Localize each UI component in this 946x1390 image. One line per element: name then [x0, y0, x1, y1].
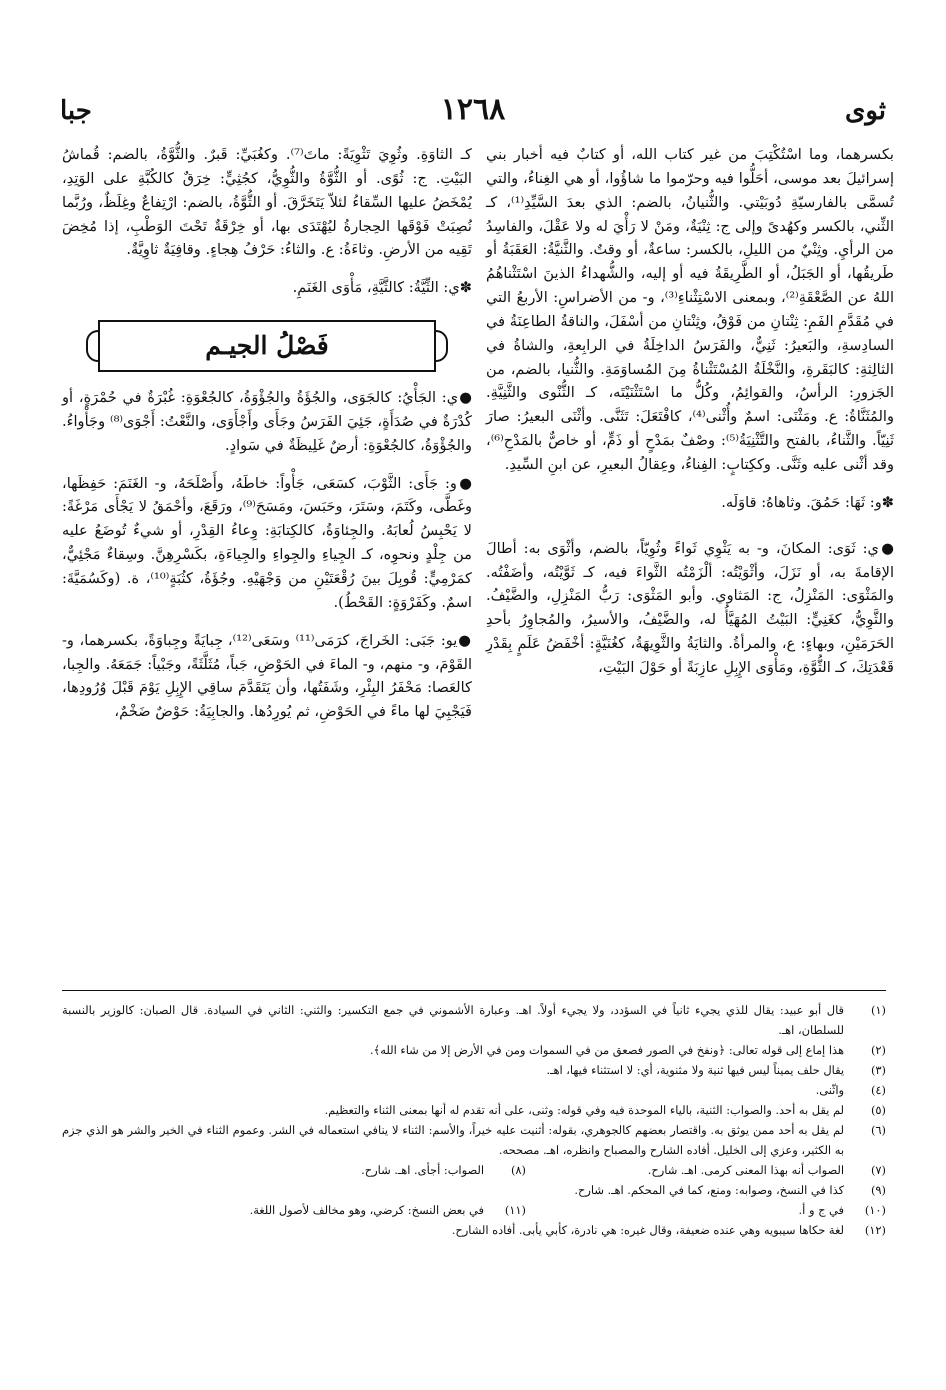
entry-thaha: ✽و: ثَهَا: حَمُقَ. وثاهاهُ: قاوَلَه.	[721, 493, 894, 511]
footnote	[526, 1200, 886, 1220]
footnotes	[62, 1000, 886, 1240]
footnote-number: (٨)	[510, 1163, 526, 1177]
footnote-text: لغة حكاها سيبويه وهي عنده ضعيفة، وقال غيره: هي نادرة، كأبي يأبى. أفاده الشارح.	[451, 1223, 844, 1237]
entry-jay: ●ي: الجَأْيُ: كالجَوَى، والجُؤَةُ والجُؤْوَةُ، كالجُعْوَةِ: غُبْرَةٌ في حُمْرَةٍ، أو كُدْرَةٌ في صُدَأَةٍ، جَئِيَ الفَرَسُ وجَأَى وأَجْأَوَى، والنَّعْتُ: أَجْوَى⁽⁸⁾ وجَأْواءُ. والجُؤْوَةُ، كالجُعْوَةِ: أرضٌ غَلِيظَةٌ في سَوادٍ.	[62, 389, 473, 454]
footnote-row	[62, 1200, 886, 1220]
footnote-text: واثّنى.	[815, 1083, 844, 1097]
footnote-text: كذا في النسخ، وصوابه: ومنع، كما في المحكم. اهـ. شارح.	[574, 1183, 844, 1197]
footnote-number: (٩)	[870, 1183, 886, 1197]
entry-thawa: ●ي: ثَوَى: المكانَ، و- به يَثْوِي ثَواءً وثُوِيّاً، بالضم، وأثْوَى به: أطالَ الإقامةَ به، أو نَزَلَ، وأثْوَيْتُه: ألْزَمْتُه الثَّواءَ فيه، كـ ثَوَّيْتُه، وأضَفْتُه. والمَثْوَى: المَنْزِلُ، ج: المَثاوي. وأبو المَثْوَى: رَبُّ المَنْزِلِ، والضَّيْفُ. والثَّوِيُّ، كغَنِيٍّ: البَيْتُ المُهَيَّأُ له، والضَّيْفُ، والأسيرُ، والمُجاوِرُ بأحدِ الحَرَمَيْنِ، وبهاءٍ: ع، والمرأةُ. والثايَةُ والثَّوِيهَةُ، كغُنَيَّةٍ: أخْفَضُ عَلَمٍ بِقَدْرِ قَعْدَتِكَ، كـ الثُّوَّةِ، ومَأْوَى الإِبِلِ عازِبَةً أو حَوْلَ البَيْتِ،	[486, 539, 894, 676]
footnote-number: (٢)	[870, 1043, 886, 1057]
footnote-number: (١١)	[504, 1203, 526, 1217]
footnote-number: (٦)	[870, 1123, 886, 1137]
footnote-text: لم يقل به أحد. والصواب: الثنية، بالياء الموحدة فيه وفي قوله: وثنى، على أنه تقدم له أنها بمعنى الثناء والتعظيم.	[324, 1103, 844, 1117]
footnote	[361, 1160, 526, 1180]
entry-thana-continued: بكسرهما، وما اسْتُكْتِبَ من غير كتاب الله، أو كتابٌ فيه أخبار بني إسرائيلَ بعد موسى، أحَلُّوا فيه وحرّموا ما شاؤُوا، أو هي الغِناءُ، والتي تُسمَّى بالفارسيّةِ دُوبَيْتي. والثُّنيانُ، بالضم: الذي بعدَ السَّيِّدِ⁽¹⁾، كـ الثِّني، بالكسر وكهُدىً وإلى ج: ثِنْيَةٌ، ومَنْ لا رَأْيَ له ولا عَقْلَ، والفاسِدُ من الرأيِ. وثِنْيٌ من الليلِ، بالكسر: ساعةٌ، أو وقتٌ. والثَّنيَّةُ: العَقَبَةُ أو طَريقُها، أو الجَبَلُ، أو الطَّرِيقَةُ فيه أو إليه، والشُّهداءُ الذينَ اسْتَثْناهُمُ اللهُ عن الصَّعْقَةِ⁽²⁾، وبمعنى الاسْتِثْناءِ⁽³⁾، و- من الأضراسِ: الأربعُ التي في مُقَدَّمِ الفَمِ: ثِنْتانِ من فَوْقُ، وثِنْتانِ من أسْفَلَ، والناقةُ الطاعِنَةُ في السادِسةِ، والبَعيرُ: ثَنِيٌّ، والفَرَسُ الداخِلَةُ في الرابِعةِ، والشاةُ في الثالِثةِ: كالبَقَرةِ، والنَّخْلَةُ المُسْتَثْناةُ مِنَ المُساوَمَةِ. والثُّنيا، بالضم، من الجَزورِ: الرأسُ، والقوائِمُ، وكُلُّ ما اسْتَثْنَيْتَه، كـ الثُّنْوى والثَّنِيَّةِ. والمُثَنَّاةُ: ع. ومَثْنَى: اسمٌ وأُثْنى⁽⁴⁾، كافْتَعَلَ: تَثَنَّى. وأثْنَى البعيرُ: صارَ ثَنِيّاً. والثَّناءُ، بالفتح والتَّثْنِيَةُ⁽⁵⁾: وصْفٌ بمَدْحٍ أو ذَمٍّ، أو خاصٌّ بالمَدْحِ⁽⁶⁾، وقد أثْنى عليه وثَنَّى. وككِتابٍ: الفِناءُ، وعِقالُ البعيرِ، عن ابنِ السِّيدِ.	[486, 146, 895, 473]
footnote-text: في بعض النسخ: كرضي، وهو مخالف لأصول اللغة.	[249, 1203, 484, 1217]
footnote-text: في ج و أ.	[798, 1203, 844, 1217]
section-title: فَصْلُ الجيـم	[205, 331, 329, 361]
entry-thawa-continued: كـ الثاوَةِ. وثُوِيَ تَثْوِيَةً: ماتَ⁽⁷⁾. وكغُبَيِّ: قَبرٌ. والثُّوَّةُ، بالضم: قُماشُ البَيْتِ. ج: ثُوًى. أو الثُّوَّةُ والثُّوِيُّ، كجُثِيٍّ: خِرَقٌ كالكُبَّةِ على الوَتِدِ، يُمْخَضُ عليها السِّقاءُ لئلاّ يَتَخَرَّقَ. أو الثُّوَّةُ، بالضم: ارْتِفاعٌ وغِلَظٌ، ورُبَّما نُصِبَتْ فَوْقَها الحِجارةُ ليُهْتَدَى بها، أو خِرْقَةٌ تَحْتَ الوَطْبِ، إذا مُخِضَ تَقِيه من الأرضِ. وثاءَةُ: ع. والثاءُ: حَرْفُ هِجاءٍ. وقافِيَةٌ ثاوِيَّةٌ.	[62, 146, 472, 259]
footnote	[62, 1000, 886, 1040]
footnote-text: الصواب أنه بهذا المعنى كرمى. اهـ. شارح.	[647, 1163, 844, 1177]
footnote-number: (١)	[870, 1003, 886, 1017]
entry-jaa: ●و: جَأَى: الثَّوْبَ، كسَعَى، جَأْواً: خاطَهُ، وأَصْلَحَهُ، و- الغَنَمَ: حَفِظَها، وغَطَّى، وكَتَمَ، وسَتَرَ، وحَبَسَ، ومَسَحَ⁽⁹⁾، ورَقَعَ، وأحْمَقُ لا يَجْأَى مَرْغَةً: لا يَحْبِسُ لُعابَهُ. والجِئاوَةُ، كالكِتابَةِ: وِعاءُ القِدْرِ، أو شيءٌ تُوضَعُ عليه من جِلْدٍ ونحوِه، كـ الجِياءِ والجِواءِ والجِياءَةِ، بكَسْرِهِنَّ. وسِقاءٌ مَجْئِيٌّ، كمَرْمِيٍّ: قُوبِلَ بينَ رُقْعَتَيْنِ من وَجْهَيْهِ. وجُؤَةُ، كثُبَةٍ⁽¹⁰⁾، ة. (وكَسُمَيَّةَ: اسمٌ. وكَفَرْوَةٍ: القَحْطُ).	[62, 474, 472, 611]
footnote-number: (١٢)	[864, 1223, 886, 1237]
page-number: ١٢٦٨	[440, 92, 506, 127]
left-column	[62, 143, 472, 724]
footnote	[526, 1160, 886, 1180]
footnote	[250, 1200, 526, 1220]
footnote-number: (٥)	[870, 1103, 886, 1117]
footnote	[62, 1040, 886, 1060]
footnote	[62, 1060, 886, 1080]
footnote	[62, 1100, 886, 1120]
entry-jaba: ●يو: جَبَى: الخَراجَ، كرَمَى⁽¹¹⁾ وسَعَى⁽¹²⁾، جِبايَةً وجِباوَةً، بكسرهما، و- القَوْمَ، و- منهم، و- الماءَ في الحَوْضِ، جَباً، مُثَلَّثَةً، وجَبْياً: جَمَعَهُ. والجِبا، كالعَصا: مَحْفَرُ البِئْرِ، وشَفَتُها، وأن يَتَقَدَّمَ ساقِي الإِبِلِ يَوْمَ قَبْلَ وُرُودِها، فَيَجْبِيَ لها ماءً في الحَوْضِ، ثم يُورِدُها. والجابِيَةُ: حَوْضٌ ضَخْمٌ،	[62, 631, 472, 721]
footnote	[62, 1120, 886, 1160]
footnote-text: لم يقل به أحد ممن يوثق به. واقتصار بعضهم كالجوهري، بقوله: أثنيت عليه خيراً، والأسم: الثناء لا ينافي استعماله في الشر. وعموم الثناء في الخير والشر هو الذي جزم به الكثير، وعزي إلى الخليل. أفاده الشارح والمصباح وانظره، اهـ. مصححه.	[62, 1123, 844, 1157]
header-letters: جبا	[60, 96, 92, 126]
footnote-divider	[62, 990, 886, 991]
footnote	[62, 1220, 886, 1240]
footnote-row	[62, 1160, 886, 1180]
section-title-box	[98, 320, 436, 372]
footnote-text: هذا إماع إلى قوله تعالى: ﴿ونفخ في الصور فصعق من في السموات ومن في الأرض إلا من شاء الله﴾.	[369, 1043, 844, 1057]
header-root-word: ثوى	[844, 96, 886, 126]
page-header	[60, 92, 886, 132]
footnote-number: (٣)	[870, 1063, 886, 1077]
footnote	[62, 1080, 886, 1100]
footnote-number: (٤)	[870, 1083, 886, 1097]
footnote-text: الصواب: أجأى. اهـ. شارح.	[361, 1163, 484, 1177]
footnote-text: يقال حلف يميناً ليس فيها ثنية ولا مثنوية، أي: لا استثناء فيها، اهـ.	[546, 1063, 844, 1077]
footnote-number: (٧)	[870, 1163, 886, 1177]
right-column	[486, 143, 894, 680]
footnote	[62, 1180, 886, 1200]
entry-thiyya: ✽ي: الثِّيَّةُ: كالثَّيَّةِ، مَأْوَى الغَنَمِ.	[292, 279, 472, 297]
footnote-text: قال أبو عبيد: يقال للذي يجيء ثانياً في السؤدد، ولا يجيء أولاً. اهـ. وعبارة الأشموني في جمع التكسير: والثني: الثاني في السيادة. قال الصبان: كالوزير بالنسبة للسلطان، اهـ.	[62, 1003, 844, 1037]
footnote-number: (١٠)	[864, 1203, 886, 1217]
